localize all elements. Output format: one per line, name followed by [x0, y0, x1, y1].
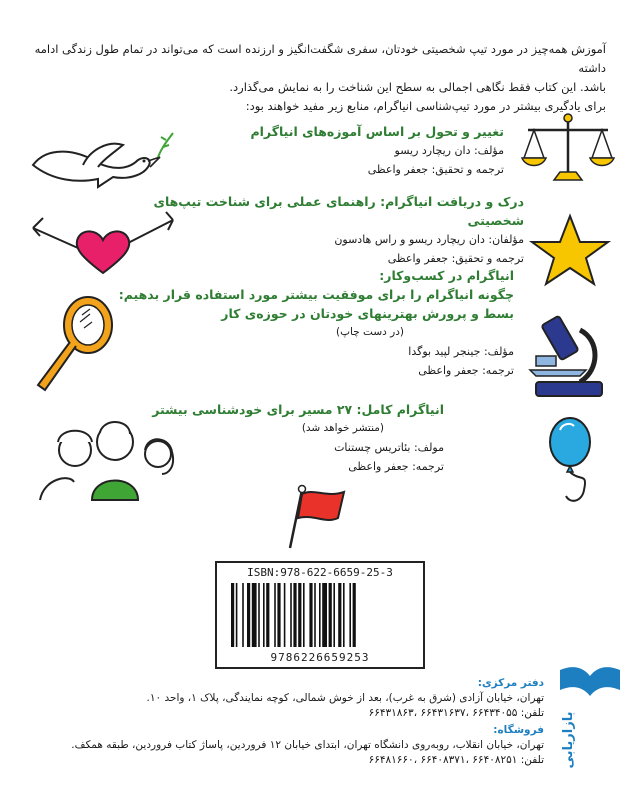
intro-line: باشد. این کتاب فقط نگاهی اجمالی به سطح این شناخت را به نمایش می‌گذارد.	[229, 80, 606, 94]
balloon-icon	[540, 412, 610, 512]
barcode-bar	[277, 583, 280, 647]
office-phone: تلفن: ۶۶۴۳۴۰۵۵ ،۶۶۴۳۱۶۳۷ ،۶۶۴۳۱۸۶۳	[368, 707, 544, 719]
book-author: مؤلف: جینجر لپید بوگدا	[408, 345, 514, 358]
book-subtitle: بسط و پرورش بهترینهای خودتان در حوزه‌ی کار	[221, 306, 514, 321]
store-address: تهران، خیابان انقلاب، روبه‌روی دانشگاه تهران، ابتدای خیابان ۱۲ فروردین، پاساژ کتاب فروردین، طبقه همکف.	[71, 739, 544, 751]
office-heading: دفتر مرکزی:	[477, 677, 544, 689]
isbn-label: ISBN:978-622-6659-25-3	[247, 566, 393, 579]
barcode-box	[215, 561, 425, 669]
mirror-icon	[30, 290, 120, 400]
book-title: انیاگرام در کسب‌وکار:	[379, 268, 514, 283]
barcode-bar	[252, 583, 257, 647]
barcode-bar	[293, 583, 296, 647]
book-translator: ترجمه و تحقیق: جعفر واعظی	[367, 163, 504, 176]
book-translator: ترجمه: جعفر واعظی	[348, 460, 444, 473]
book-author: مولف: بئاتریس چستنات	[334, 441, 444, 454]
barcode-bar	[298, 583, 301, 647]
heart-icon	[28, 208, 178, 278]
people-icon	[30, 412, 190, 504]
book-translator: ترجمه: جعفر واعظی	[418, 364, 514, 377]
book-title: انیاگرام کامل: ۲۷ مسیر برای خودشناسی بیشتر	[152, 402, 444, 417]
barcode-bar	[266, 583, 269, 647]
barcode-bar	[274, 583, 276, 647]
book-translator: ترجمه و تحقیق: جعفر واعظی	[387, 252, 524, 265]
book-author: مؤلف: دان ریچارد ریسو	[394, 144, 504, 157]
barcode-bar	[338, 583, 341, 647]
barcode-bar	[284, 583, 286, 647]
barcode-bar	[247, 583, 250, 647]
flag-icon	[282, 482, 352, 550]
barcode-digits: 9786226659253	[270, 651, 370, 664]
barcode-bar	[349, 583, 351, 647]
barcode-bar	[303, 583, 305, 647]
scales-icon	[520, 110, 616, 190]
barcode-bar	[333, 583, 335, 647]
publisher-info	[24, 676, 544, 768]
book-author: مؤلفان: دان ریچارد ریسو و راس هادسون	[334, 233, 524, 246]
book-title: تغییر و تحول بر اساس آموزه‌های انیاگرام	[250, 124, 504, 139]
store-phone: تلفن: ۶۶۴۰۸۲۵۱ ،۶۶۴۰۸۳۷۱ ،۶۶۴۸۱۶۶۰	[368, 754, 544, 766]
barcode-bar	[290, 583, 292, 647]
barcode-bar	[309, 583, 312, 647]
publisher-logo	[554, 660, 626, 778]
star-icon	[528, 212, 612, 288]
barcode-bar	[314, 583, 316, 647]
book-status: (در دست چاپ)	[336, 326, 404, 338]
barcode-bars	[231, 583, 409, 647]
intro-line: آموزش همه‌چیز در مورد تیپ شخصیتی خودتان، سفری شگفت‌انگیز و ارزنده است که می‌تواند در تمام طول زندگی ادامه داشته	[34, 42, 606, 75]
barcode-bar	[258, 583, 260, 647]
book-subtitle: چگونه انیاگرام را برای موفقیت بیشتر مورد استفاده قرار بدهیم:	[118, 287, 514, 302]
intro-paragraph	[30, 40, 606, 116]
intro-line: برای یادگیری بیشتر در مورد تیپ‌شناسی انیاگرام، منابع زیر مفید خواهند بود:	[245, 99, 606, 113]
barcode-bar	[236, 583, 238, 647]
barcode-bar	[242, 583, 244, 647]
barcode-bar	[343, 583, 345, 647]
barcode-bar	[329, 583, 332, 647]
microscope-icon	[520, 300, 612, 400]
barcode-bar	[319, 583, 321, 647]
book-entry-3	[94, 266, 514, 380]
barcode-bar	[263, 583, 265, 647]
book-logo-icon	[554, 660, 626, 778]
logo-text: بازاریابی	[561, 711, 576, 769]
office-address: تهران، خیابان آزادی (شرق به غرب)، بعد از خوش شمالی، کوچه نمایندگی، پلاک ۱، واحد ۱۰.	[146, 692, 544, 704]
barcode-bar	[231, 583, 234, 647]
barcode-bar	[322, 583, 327, 647]
store-heading: فروشگاه:	[493, 724, 544, 736]
dove-icon	[28, 125, 178, 195]
barcode-bar	[353, 583, 356, 647]
book-title: درک و دریافت انیاگرام: راهنمای عملی برای شناخت تیپ‌های شخصیتی	[153, 194, 524, 228]
book-status: (منتشر خواهد شد)	[301, 422, 384, 434]
